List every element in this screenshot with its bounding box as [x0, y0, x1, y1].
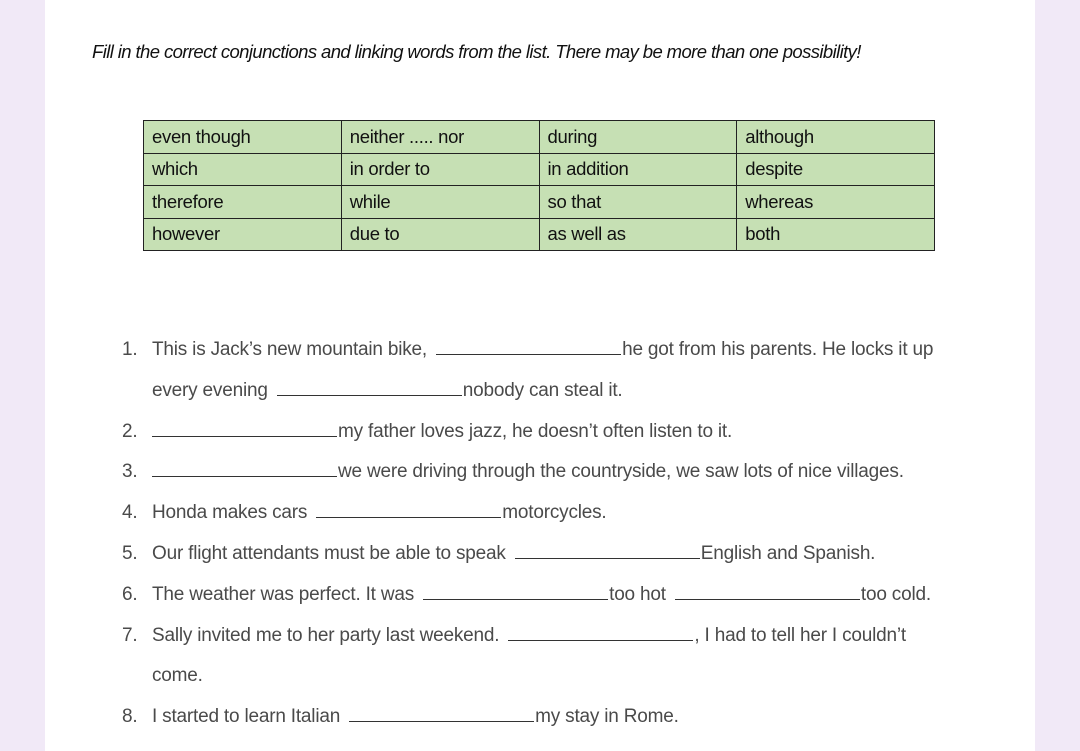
worksheet-page: [45, 0, 1035, 751]
word-cell: whereas: [737, 186, 935, 219]
exercise-line: [45, 412, 1035, 453]
exercise-text: [152, 412, 732, 453]
answer-blank[interactable]: [423, 598, 608, 600]
exercise-line: [45, 493, 1035, 534]
answer-blank[interactable]: [436, 353, 621, 355]
text-segment: nobody can steal it.: [462, 379, 623, 401]
text-segment: Our flight attendants must be able to speak: [152, 542, 511, 564]
answer-blank[interactable]: [316, 516, 501, 518]
text-segment: I started to learn Italian: [152, 706, 346, 728]
word-cell: although: [737, 121, 935, 154]
exercise-number: 6.: [122, 583, 138, 605]
word-row: [144, 218, 935, 251]
text-segment: , I had to tell her I couldn’t: [694, 624, 906, 646]
exercise-text: [152, 493, 607, 534]
word-cell: in addition: [539, 153, 737, 186]
answer-blank[interactable]: [277, 394, 462, 396]
text-segment: motorcycles.: [502, 502, 607, 524]
answer-blank[interactable]: [508, 639, 693, 641]
exercise-line: [45, 371, 1035, 412]
word-row: [144, 153, 935, 186]
exercise-number: 4.: [122, 502, 138, 524]
word-cell: both: [737, 218, 935, 251]
text-segment: every evening: [152, 379, 273, 401]
exercise-text: [152, 330, 933, 371]
answer-blank[interactable]: [515, 557, 700, 559]
exercise-text: [152, 534, 875, 575]
word-cell: which: [144, 153, 342, 186]
text-segment: Honda makes cars: [152, 502, 313, 524]
exercise-text: [152, 697, 679, 738]
answer-blank[interactable]: [152, 475, 337, 477]
word-cell: neither ..... nor: [341, 121, 539, 154]
text-segment: come.: [152, 665, 203, 687]
text-segment: Sally invited me to her party last weekend.: [152, 624, 505, 646]
answer-blank[interactable]: [675, 598, 860, 600]
word-cell: in order to: [341, 153, 539, 186]
exercise-text: [152, 616, 906, 657]
answer-blank[interactable]: [152, 435, 337, 437]
text-segment: my stay in Rome.: [535, 706, 679, 728]
text-segment: my father loves jazz, he doesn’t often listen to it.: [338, 420, 733, 442]
exercise-number: 3.: [122, 461, 138, 483]
exercise-line: [45, 656, 1035, 697]
word-cell: while: [341, 186, 539, 219]
exercise-line: [45, 534, 1035, 575]
exercise-text: [152, 452, 904, 493]
answer-blank[interactable]: [349, 720, 534, 722]
text-segment: too hot: [609, 583, 671, 605]
text-segment: he got from his parents. He locks it up: [622, 339, 934, 360]
text-segment: too cold.: [860, 583, 931, 605]
word-row: [144, 186, 935, 219]
exercise-line: [45, 697, 1035, 738]
exercise-line: [45, 452, 1035, 493]
exercise-number: 1.: [122, 339, 138, 360]
text-segment: This is Jack’s new mountain bike,: [152, 339, 433, 360]
word-cell: due to: [341, 218, 539, 251]
exercise-number: 5.: [122, 542, 138, 564]
exercise-text: [152, 371, 623, 412]
exercise-text: [152, 575, 931, 616]
exercise-list: [45, 330, 1035, 738]
word-cell: therefore: [144, 186, 342, 219]
exercise-line: [45, 330, 1035, 371]
exercise-line: [45, 575, 1035, 616]
word-cell: during: [539, 121, 737, 154]
exercise-number: 8.: [122, 706, 138, 728]
word-cell: despite: [737, 153, 935, 186]
text-segment: English and Spanish.: [700, 542, 876, 564]
word-list-table: [143, 120, 935, 251]
word-cell: even though: [144, 121, 342, 154]
text-segment: we were driving through the countryside, we saw lots of nice villages.: [338, 461, 904, 483]
exercise-text: [152, 656, 203, 697]
exercise-number: 2.: [122, 420, 138, 442]
exercise-line: [45, 616, 1035, 657]
word-cell: as well as: [539, 218, 737, 251]
exercise-number: 7.: [122, 624, 138, 646]
text-segment: The weather was perfect. It was: [152, 583, 420, 605]
instruction-text: Fill in the correct conjunctions and linking words from the list. There may be more than one possibility!: [92, 41, 861, 62]
word-row: [144, 121, 935, 154]
word-cell: however: [144, 218, 342, 251]
word-cell: so that: [539, 186, 737, 219]
